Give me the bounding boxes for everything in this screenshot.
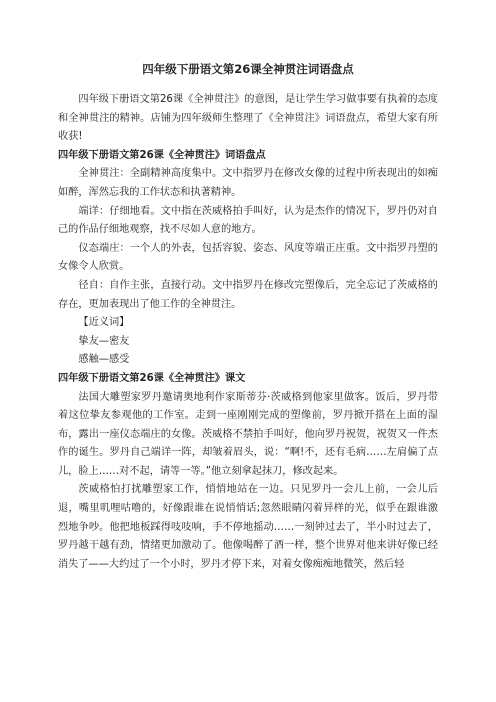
intro-paragraph: 四年级下册语文第26课《全神贯注》的意图，是让学生学习做事要有执着的态度和全神贯注的精神。店铺为四年级师生整理了《全神贯注》词语盘点，希望大家有所收获!	[58, 94, 438, 143]
term-quanshenguanzhu: 全神贯注：全副精神高度集中。文中指罗丹在修改女像的过程中所表现出的如痴如醉，浑然忘我的工作状态和执著精神。	[58, 168, 438, 198]
section-heading-text: 四年级下册语文第26课《全神贯注》课文	[58, 372, 246, 384]
text-paragraph: 法国大雕塑家罗丹邀请奥地利作家斯蒂芬·茨威格到他家里做客。饭后，罗丹带着这位挚友参观他的工作室。走到一座刚刚完成的塑像前，罗丹掀开搭在上面的湿布，露出一座仪态端庄的女像。茨威格不禁拍手叫好，他向罗丹祝贺，祝贺又一件杰作的诞生。罗丹自己端详一阵，却皱着眉头，说：“啊!不，还有毛病……左肩偏了点儿，脸上……对不起，请等一等。”他立刻拿起抹刀，修改起来。	[58, 391, 438, 477]
page-title: 四年级下册语文第26课全神贯注词语盘点	[142, 62, 354, 76]
term-jingzi: 径自：自作主张，直接行动。文中指罗丹在修改完塑像后，完全忘记了茨威格的存在，更加表现出了他工作的全神贯注。	[58, 279, 438, 310]
term-duanxiang: 端详：仔细地看。文中指在茨威格拍手叫好，认为是杰作的情况下，罗丹仍对自己的作品仔细地观察，找不尽如人意的地方。	[58, 205, 438, 236]
text-paragraph: 茨威格怕打扰雕塑家工作，悄悄地站在一边。只见罗丹一会儿上前，一会儿后退，嘴里叽哩咕噜的，好像跟谁在说悄悄话;忽然眼睛闪着异样的光，似乎在跟谁激烈地争吵。他把地板踩得吱吱响，手不停地摇动……一刻钟过去了，半小时过去了，罗丹越干越有劲，情绪更加激动了。他像喝醉了酒一样，整个世界对他来讲好像已经消失了——大约过了一个小时，罗丹才停下来，对着女像痴痴地微笑，然后轻	[58, 484, 438, 570]
synonym-item: 挚友—密友	[78, 335, 130, 347]
synonym-item: 感触—感受	[78, 354, 130, 366]
synonym-label: 【近义词】	[78, 317, 130, 329]
term-yitaiduanzhuang: 仪态端庄：一个人的外表，包括容貌、姿态、风度等端正庄重。文中指罗丹塑的女像令人欣赏。	[58, 242, 438, 273]
section-heading-vocabulary: 四年级下册语文第26课《全神贯注》词语盘点	[58, 149, 266, 161]
